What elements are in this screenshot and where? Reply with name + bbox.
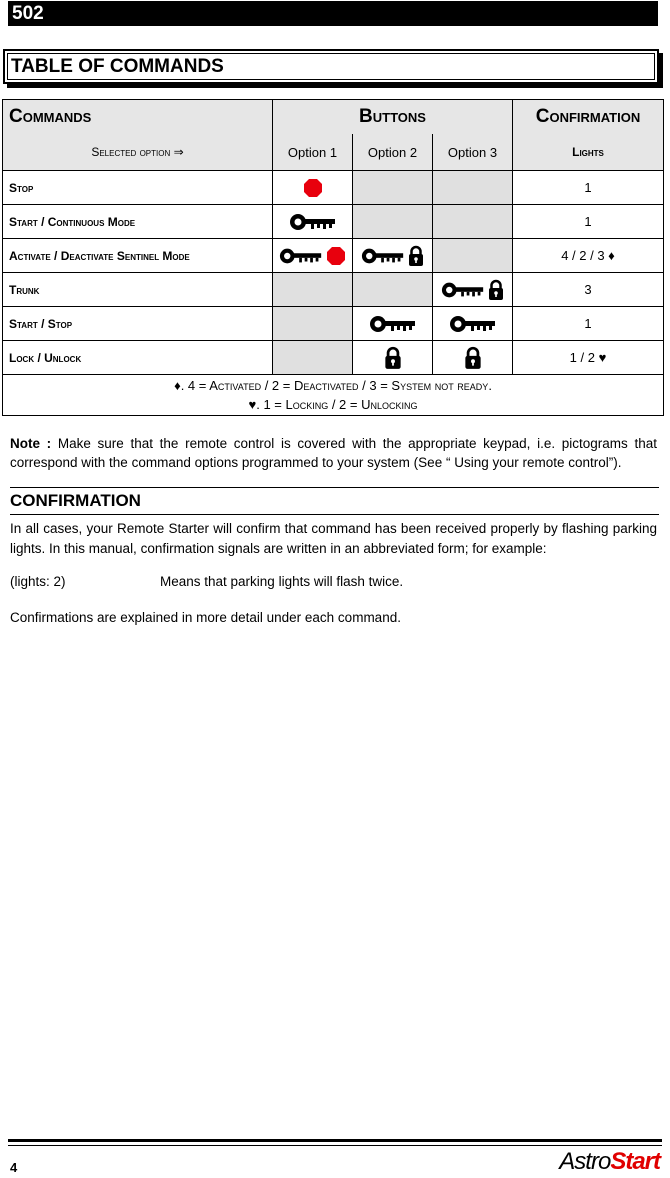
- note-text: Make sure that the remote control is covered with the appropriate keypad, i.e. pictograms that correspond with the command options programmed to your system (See “ Using your remote control”).: [10, 436, 657, 470]
- key-icon: [369, 314, 417, 334]
- astrostart-logo: [559, 1148, 660, 1176]
- example-description: Means that parking lights will flash twice.: [160, 574, 404, 589]
- confirmation-value: 1: [513, 171, 664, 205]
- key-icon: [441, 280, 485, 300]
- stop-icon: [303, 178, 323, 198]
- option-1-cell: [273, 341, 353, 375]
- confirmation-value: 3: [513, 273, 664, 307]
- logo-astro: Astro: [559, 1148, 611, 1175]
- lock-icon: [384, 346, 402, 370]
- table-row: [3, 273, 664, 307]
- option-1-cell: [273, 239, 353, 273]
- option-2-cell: [353, 205, 433, 239]
- option-3-cell: [433, 307, 513, 341]
- table-row: [3, 341, 664, 375]
- legend-row: [3, 375, 664, 416]
- command-name: Start / Continuous Mode: [3, 205, 273, 239]
- note-label: Note :: [10, 436, 52, 451]
- footer-rule: [8, 1139, 662, 1142]
- footer-rule-thin: [8, 1145, 662, 1146]
- table-row: [3, 205, 664, 239]
- stop-icon: [326, 246, 346, 266]
- option-2-header: Option 2: [353, 134, 433, 171]
- selected-option-label: Selected option ⇒: [3, 134, 273, 171]
- option-2-cell: [353, 341, 433, 375]
- confirmation-value: 1: [513, 205, 664, 239]
- model-number-bar: 502: [8, 1, 658, 26]
- legend-heart: ♥. 1 = Locking / 2 = Unlocking: [248, 397, 418, 412]
- option-1-cell: [273, 273, 353, 307]
- legend-cell: [3, 375, 664, 416]
- option-3-header: Option 3: [433, 134, 513, 171]
- key-icon: [279, 246, 323, 266]
- option-1-header: Option 1: [273, 134, 353, 171]
- option-3-cell: [433, 239, 513, 273]
- key-icon: [449, 314, 497, 334]
- lock-icon: [464, 346, 482, 370]
- option-2-cell: [353, 239, 433, 273]
- buttons-header: Buttons: [273, 100, 513, 135]
- command-name: Trunk: [3, 273, 273, 307]
- command-name: Start / Stop: [3, 307, 273, 341]
- option-3-cell: [433, 171, 513, 205]
- page-number: 4: [10, 1160, 18, 1175]
- legend-diamond: ♦. 4 = Activated / 2 = Deactivated / 3 = System not ready.: [174, 378, 492, 393]
- table-row: [3, 171, 664, 205]
- confirmation-value: 4 / 2 / 3 ♦: [513, 239, 664, 273]
- table-row: [3, 307, 664, 341]
- confirmation-value: 1: [513, 307, 664, 341]
- commands-table: [2, 99, 664, 416]
- command-name: Lock / Unlock: [3, 341, 273, 375]
- option-1-cell: [273, 205, 353, 239]
- logo-start: Start: [610, 1148, 660, 1175]
- option-3-cell: [433, 273, 513, 307]
- lock-icon: [408, 245, 424, 267]
- confirmation-value: 1 / 2 ♥: [513, 341, 664, 375]
- option-3-cell: [433, 341, 513, 375]
- confirmation-example: [10, 574, 404, 589]
- option-2-cell: [353, 171, 433, 205]
- lock-icon: [488, 279, 504, 301]
- table-row: [3, 239, 664, 273]
- example-code: (lights: 2): [10, 574, 66, 589]
- command-name: Activate / Deactivate Sentinel Mode: [3, 239, 273, 273]
- option-2-cell: [353, 307, 433, 341]
- confirmation-more: Confirmations are explained in more detail under each command.: [10, 610, 401, 625]
- command-name: Stop: [3, 171, 273, 205]
- commands-header: Commands: [3, 100, 273, 135]
- key-icon: [361, 246, 405, 266]
- confirmation-header: Confirmation: [513, 100, 664, 135]
- note-paragraph: [10, 434, 657, 472]
- option-1-cell: [273, 307, 353, 341]
- lights-header: Lights: [513, 134, 664, 171]
- option-3-cell: [433, 205, 513, 239]
- option-1-cell: [273, 171, 353, 205]
- confirmation-title: CONFIRMATION: [10, 487, 659, 515]
- confirmation-body: In all cases, your Remote Starter will confirm that command has been received properly by flashing parking lights. In this manual, confirmation signals are written in an abbreviated form; for example:: [10, 521, 657, 556]
- option-2-cell: [353, 273, 433, 307]
- section-title: TABLE OF COMMANDS: [3, 49, 659, 84]
- key-icon: [289, 212, 337, 232]
